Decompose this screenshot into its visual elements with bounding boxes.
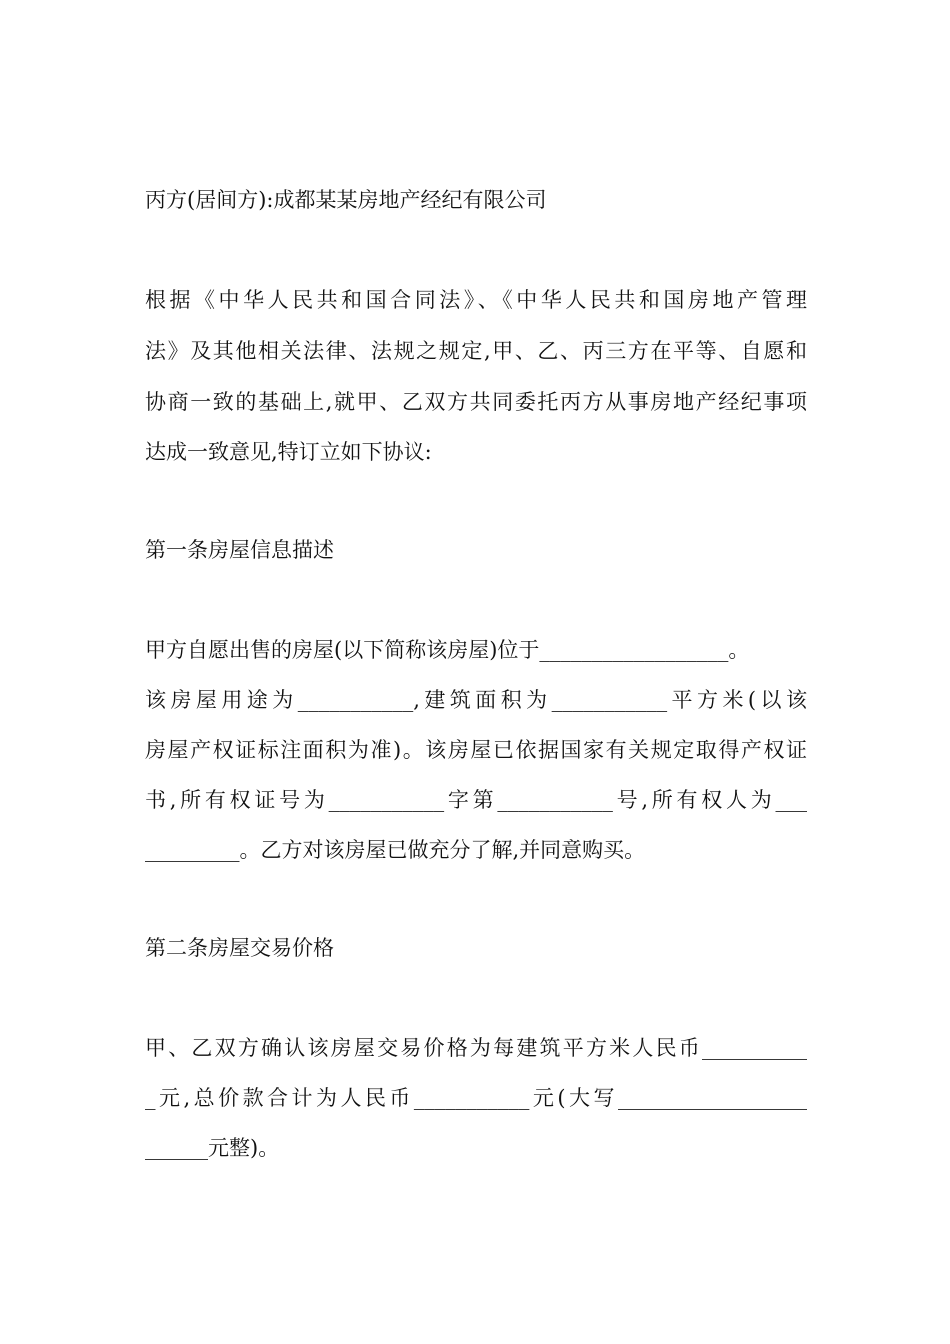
article-1-line-1: 甲方自愿出售的房屋(以下简称该房屋)位于__________________。 [145,638,750,662]
article-2-line-2: _元,总价款合计为人民币___________元(大写__________________ [145,1086,807,1110]
article-2-line-3: ______元整)。 [145,1136,280,1160]
preamble-line-4: 达成一致意见,特订立如下协议: [145,440,432,464]
article-2-line-1: 甲、乙双方确认该房屋交易价格为每建筑平方米人民币__________ [145,1036,807,1060]
article-2-title: 第二条房屋交易价格 [145,936,334,960]
party-c-line: 丙方(居间方):成都某某房地产经纪有限公司 [145,188,547,212]
article-1-line-3: 房屋产权证标注面积为准)。该房屋已依据国家有关规定取得产权证 [145,738,807,762]
preamble-line-2: 法》及其他相关法律、法规之规定,甲、乙、丙三方在平等、自愿和 [145,339,807,363]
article-1-line-5: _________。乙方对该房屋已做充分了解,并同意购买。 [145,838,646,862]
preamble-line-3: 协商一致的基础上,就甲、乙双方共同委托丙方从事房地产经纪事项 [145,390,807,414]
article-1-title: 第一条房屋信息描述 [145,538,334,562]
article-1-line-2: 该房屋用途为___________,建筑面积为___________平方米(以该 [145,688,807,712]
preamble-line-1: 根据《中华人民共和国合同法》、《中华人民共和国房地产管理 [145,288,807,312]
article-1-line-4: 书,所有权证号为___________字第___________号,所有权人为___ [145,788,807,812]
